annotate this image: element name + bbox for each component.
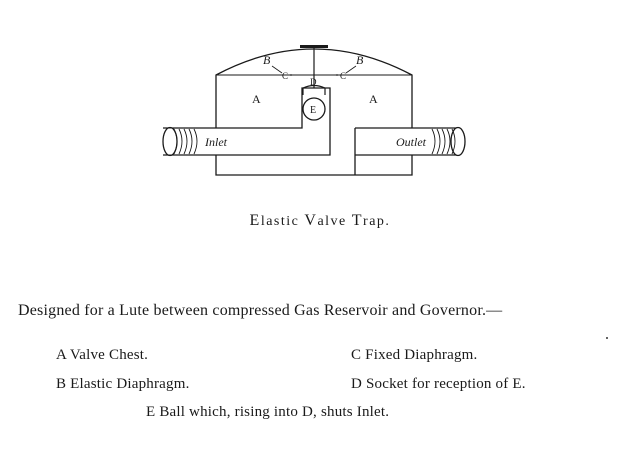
label-c-right: C (340, 71, 347, 81)
label-a-left: A (252, 92, 261, 106)
label-b-right: B (356, 53, 364, 67)
label-b-left: B (263, 53, 271, 67)
stray-dot (606, 337, 608, 339)
legend-item-c: C Fixed Diaphragm. (351, 347, 478, 363)
label-a-right: A (369, 92, 378, 106)
legend-item-d: D Socket for reception of E. (351, 376, 526, 392)
label-c-left: C (282, 71, 289, 81)
valve-trap-diagram (0, 0, 640, 200)
figure-caption: Elastic Valve Trap. (249, 212, 391, 229)
description: Designed for a Lute between compressed Gas Reservoir and Governor.— (18, 302, 503, 319)
label-inlet: Inlet (205, 135, 227, 149)
legend-item-b: B Elastic Diaphragm. (56, 376, 190, 392)
legend-item-a: A Valve Chest. (56, 347, 149, 363)
label-outlet: Outlet (396, 135, 426, 149)
label-e: E (310, 105, 317, 116)
legend-item-e: E Ball which, rising into D, shuts Inlet. (146, 404, 390, 420)
label-d: D (310, 77, 317, 87)
